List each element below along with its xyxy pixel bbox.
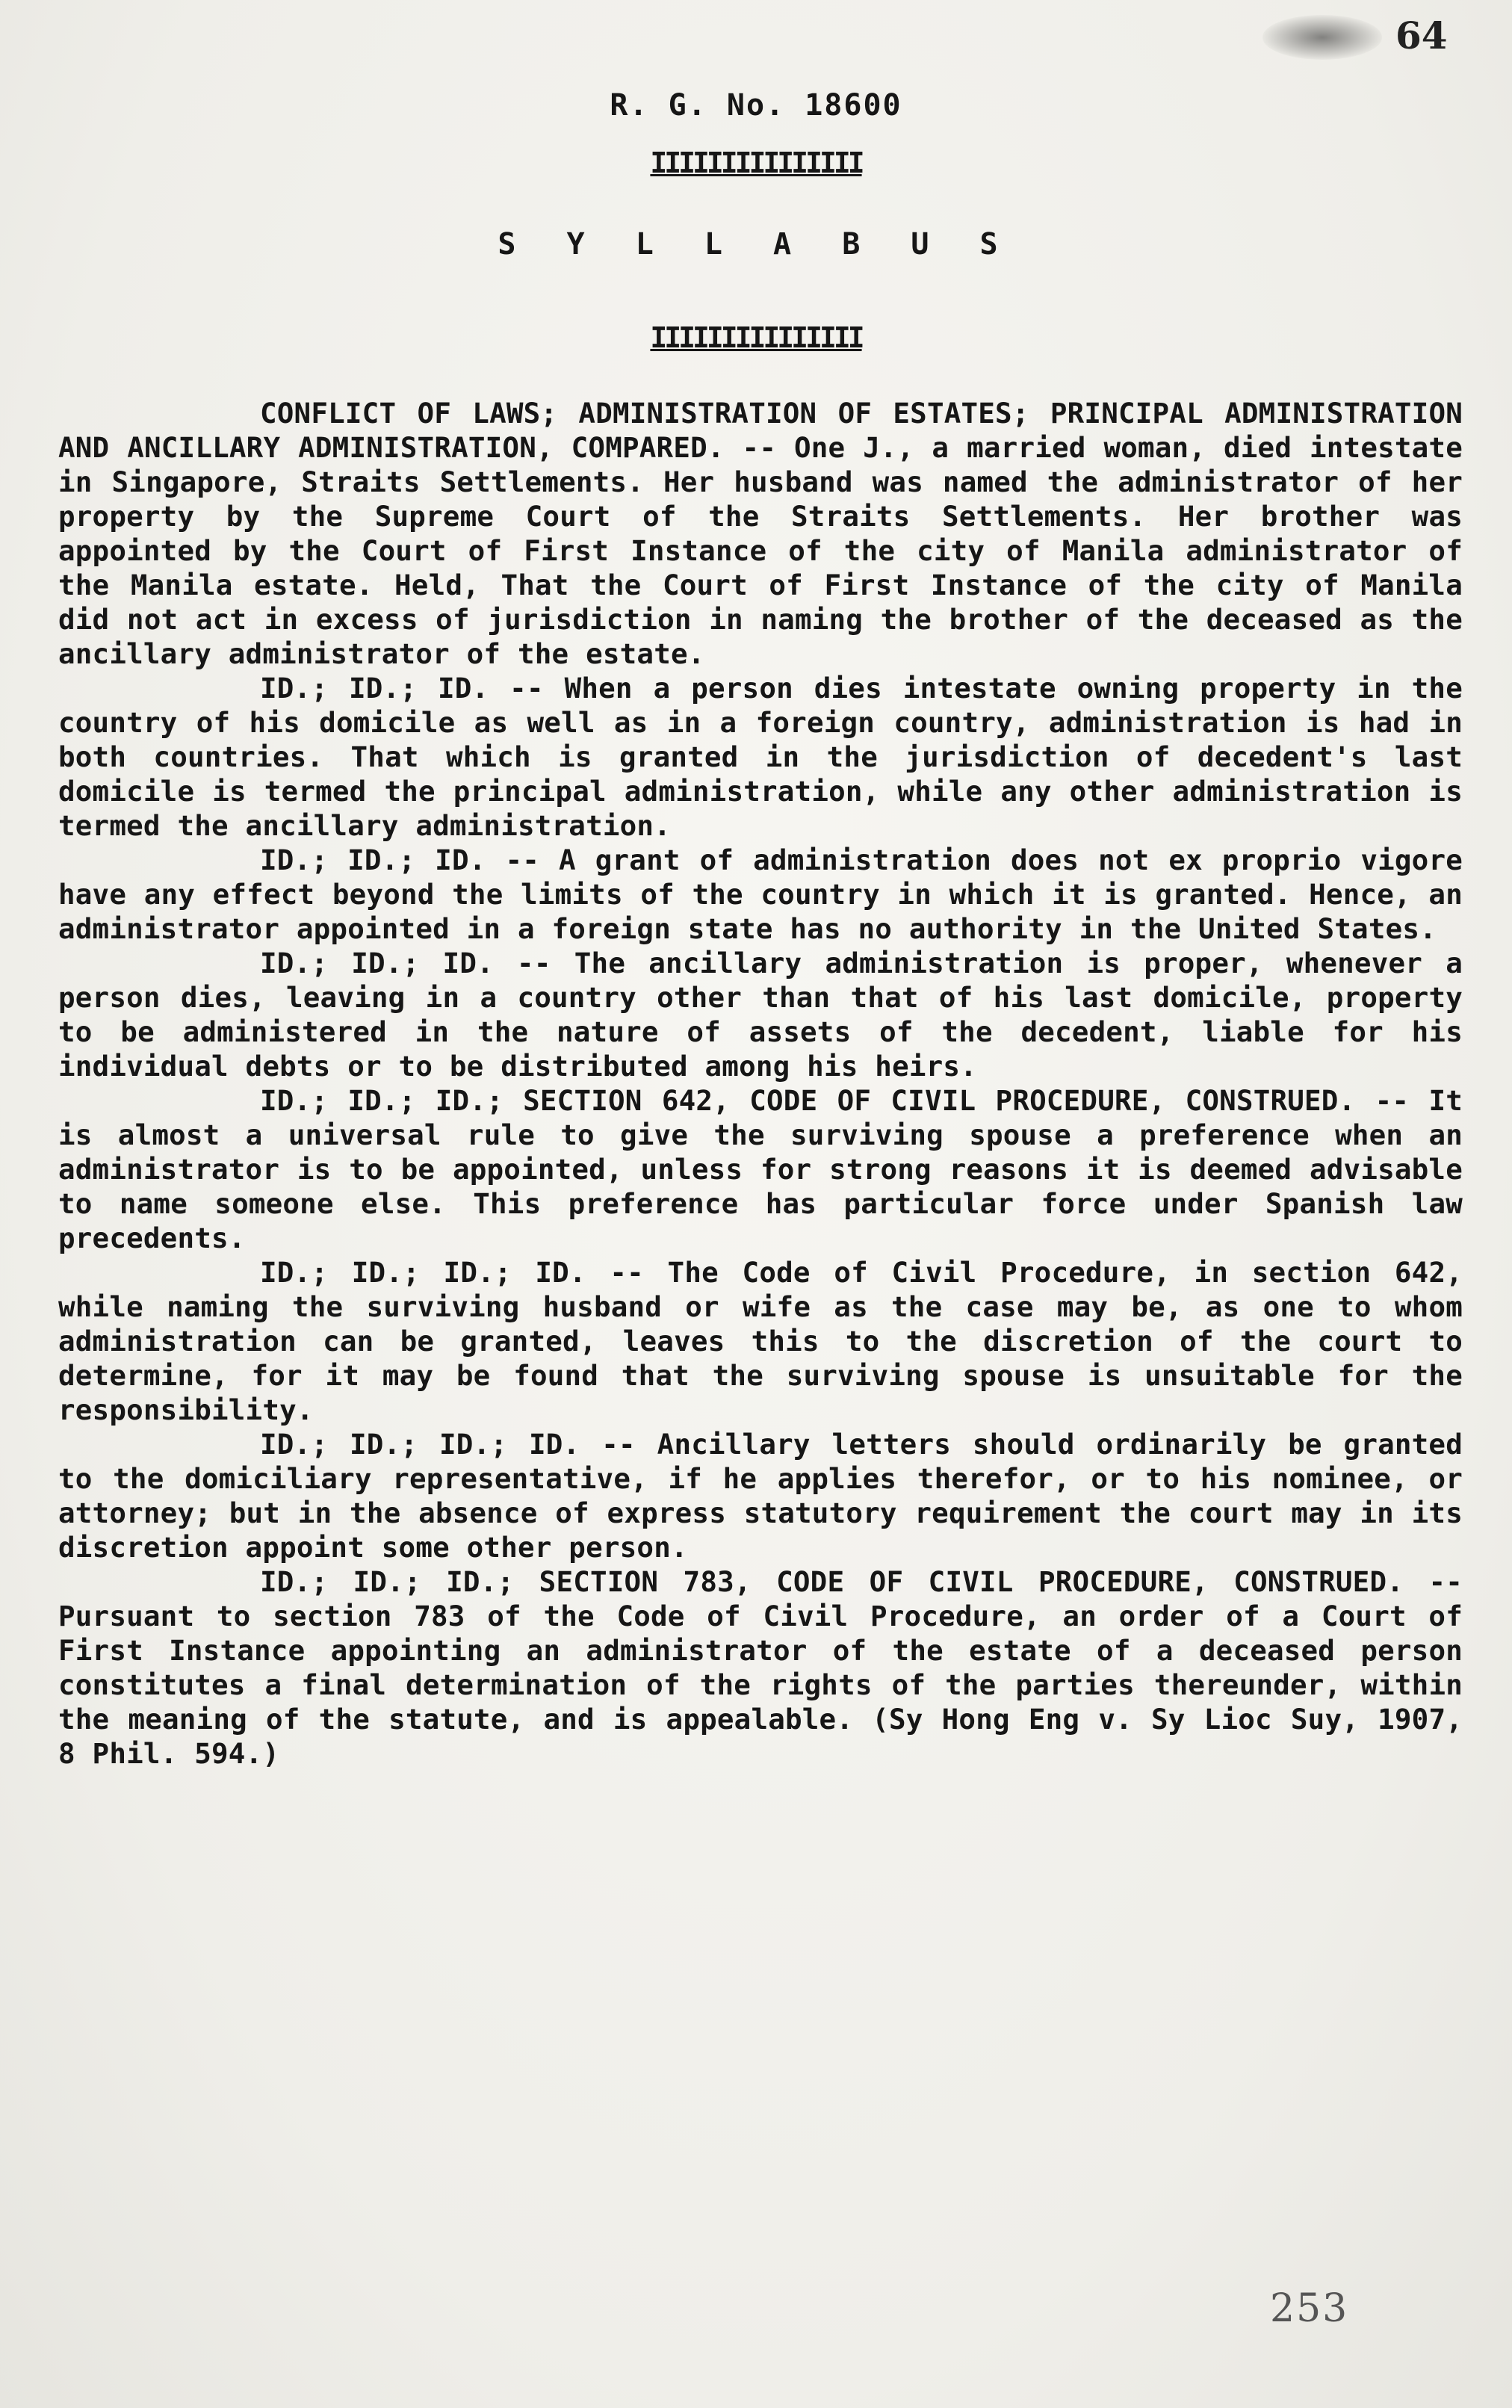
syllabus-paragraph: ID.; ID.; ID.; SECTION 642, CODE OF CIVIL PROCEDURE, CONSTRUED. -- It is almost a universal rule to give the surviving spouse a preference when an administrator is to be appointed, unless for strong reasons it is deemed advisable to name someone else. This preference has particular force under Spanish law precedents. [58,1084,1463,1254]
syllabus-paragraph: CONFLICT OF LAWS; ADMINISTRATION OF ESTATES; PRINCIPAL ADMINISTRATION AND ANCILLARY ADMINISTRATION, COMPARED. -- One J., a married woman, died intestate in Singapore, Straits Settlements. Her husband was named the administrator of her property by the Supreme Court of the Straits Settlements. Her brother was appointed by the Court of First Instance of the city of Manila administrator of the Manila estate. Held, That the Court of First Instance of the city of Manila did not act in excess of jurisdiction in naming the brother of the deceased as the ancillary administrator of the estate. [58,397,1463,670]
rule-mark-text: IIIIIIIIIIIIIII [650,146,862,179]
ink-smudge [1262,15,1382,60]
case-number: R. G. No. 18600 [610,88,902,123]
syllabus-title: S Y L L A B U S [498,227,1014,261]
syllabus-body [58,396,1463,1771]
syllabus-paragraph: ID.; ID.; ID.; SECTION 783, CODE OF CIVIL PROCEDURE, CONSTRUED. -- Pursuant to section 783 of the Code of Civil Procedure, an order of a Court of First Instance appointing an administrator of the estate of a deceased person constitutes a final determination of the rights of the parties thereunder, within the meaning of the statute, and is appealable. (Sy Hong Eng v. Sy Lioc Suy, 1907, 8 Phil. 594.) [58,1565,1463,1770]
footer-page-number: 253 [1270,2286,1349,2331]
rule-mark-top [0,146,1512,179]
rule-mark-text: IIIIIIIIIIIIIII [650,321,862,354]
syllabus-paragraph: ID.; ID.; ID.; ID. -- Ancillary letters should ordinarily be granted to the domiciliary representative, if he applies therefor, or to his nominee, or attorney; but in the absence of express statutory requirement the court may in its discretion appoint some other person. [58,1428,1463,1564]
syllabus-paragraph: ID.; ID.; ID. -- A grant of administration does not ex proprio vigore have any effect beyond the limits of the country in which it is granted. Hence, an administrator appointed in a foreign state has no authority in the United States. [58,844,1463,945]
syllabus-paragraph: ID.; ID.; ID. -- The ancillary administration is proper, whenever a person dies, leaving in a country other than that of his last domicile, property to be administered in the nature of assets of the decedent, liable for his individual debts or to be distributed among his heirs. [58,947,1463,1083]
syllabus-paragraph: ID.; ID.; ID. -- When a person dies intestate owning property in the country of his domicile as well as in a foreign country, administration is had in both countries. That which is granted in the jurisdiction of decedent's last domicile is termed the principal administration, while any other administration is termed the ancillary administration. [58,672,1463,842]
rule-mark-bottom [0,321,1512,354]
corner-page-number: 64 [1395,13,1448,58]
syllabus-paragraph: ID.; ID.; ID.; ID. -- The Code of Civil Procedure, in section 642, while naming the surviving husband or wife as the case may be, as one to whom administration can be granted, leaves this to the discretion of the court to determine, for it may be found that the surviving spouse is unsuitable for the responsibility. [58,1256,1463,1426]
